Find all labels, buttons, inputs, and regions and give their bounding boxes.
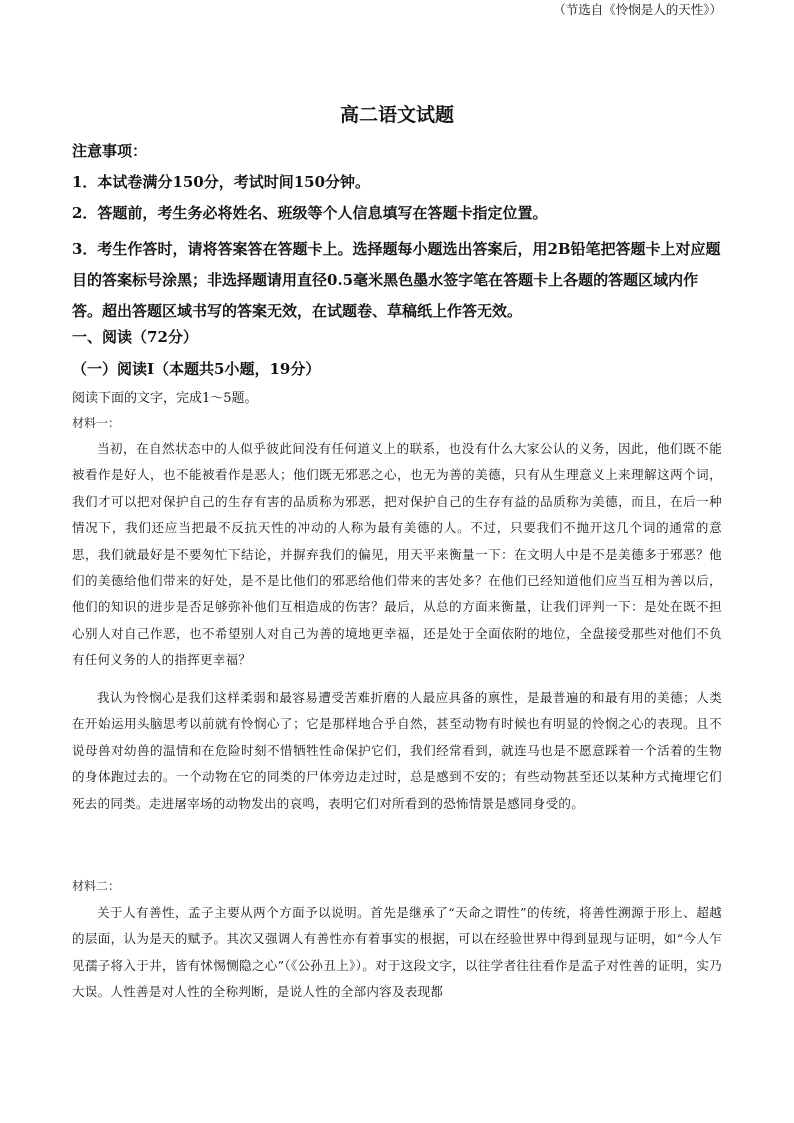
subsection-heading: （一）阅读Ⅰ（本题共5小题，19分） xyxy=(72,360,321,378)
material-1-paragraph-1: 当初，在自然状态中的人似乎彼此间没有任何道义上的联系，也没有什么大家公认的义务，因此，他们既不能被看作是好人，也不能被看作是恶人；他们既无邪恶之心，也无为善的美德，只有从生理意义上来理解这两个词，我们才可以把对保护自己的生存有害的品质称为邪恶，把对保护自己的生存有益的品质称为美德，而且，在后一种情况下，我们还应当把最不反抗天性的冲动的人称为最有美德的人。不过，只要我们不抛开这几个词的通常的意思，我们就最好是不要匆忙下结论，并摒弃我们的偏见，用天平来衡量一下：在文明人中是不是美德多于邪恶？他们的美德给他们带来的好处，是不是比他们的邪恶给他们带来的害处多？在他们已经知道他们应当互相为善以后，他们的知识的进步是否足够弥补他们互相造成的伤害？最后，从总的方面来衡量，让我们评判一下：是处在既不担心别人对自己作恶，也不希望别人对自己为善的境地更幸福，还是处于全面依附的地位，全盘接受那些对他们不负有任何义务的人的指挥更幸福？ xyxy=(72,441,722,668)
page-title: 高二语文试题 xyxy=(339,104,454,126)
material-1-label: 材料一： xyxy=(72,416,121,430)
note-item-2: 2．答题前，考生务必将姓名、班级等个人信息填写在答题卡指定位置。 xyxy=(72,204,548,222)
reading-instruction: 阅读下面的文字，完成1～5题。 xyxy=(72,391,258,406)
material-2-label: 材料二： xyxy=(72,879,121,893)
material-1-source: （节选自《怜悯是人的天性》） xyxy=(553,2,722,17)
section-heading: 一、阅读（72分） xyxy=(72,328,198,346)
note-item-1: 1．本试卷满分150分，考试时间150分钟。 xyxy=(72,173,371,191)
material-2-paragraph-1: 关于人有善性，孟子主要从两个方面予以说明。首先是继承了“天命之谓性”的传统，将善性溯源于形上、超越的层面，认为是天的赋予。其次又强调人有善性亦有着事实的根据，可以在经验世界中得到显现与证明，如“今人乍见孺子将入于井，皆有怵惕恻隐之心”（《公孙丑上》）。对于这段文字，以往学者往往看作是孟子对性善的证明，实乃大误。人性善是对人性的全称判断，是说人性的全部内容及表现都 xyxy=(72,905,722,1000)
note-item-3: 3．考生作答时，请将答案答在答题卡上。选择题每小题选出答案后，用2B铅笔把答题卡上对应题目的答案标号涂黑；非选择题请用直径0.5毫米黑色墨水签字笔在答题卡上各题的答题区域内作答。超出答题区域书写的答案无效，在试题卷、草稿纸上作答无效。 xyxy=(72,240,721,320)
material-1-paragraph-2: 我认为怜悯心是我们这样柔弱和最容易遭受苦难折磨的人最应具备的禀性，是最普遍的和最有用的美德；人类在开始运用头脑思考以前就有怜悯心了；它是那样地合乎自然，甚至动物有时候也有明显的怜悯之心的表现。且不说母兽对幼兽的温情和在危险时刻不惜牺牲性命保护它们，我们经常看到，就连马也是不愿意踩着一个活着的生物的身体跑过去的。一个动物在它的同类的尸体旁边走过时，总是感到不安的；有些动物甚至还以某种方式掩埋它们死去的同类。走进屠宰场的动物发出的哀鸣，表明它们对所看到的恐怖情景是感同身受的。 xyxy=(72,690,722,811)
notes-heading: 注意事项： xyxy=(72,142,148,160)
